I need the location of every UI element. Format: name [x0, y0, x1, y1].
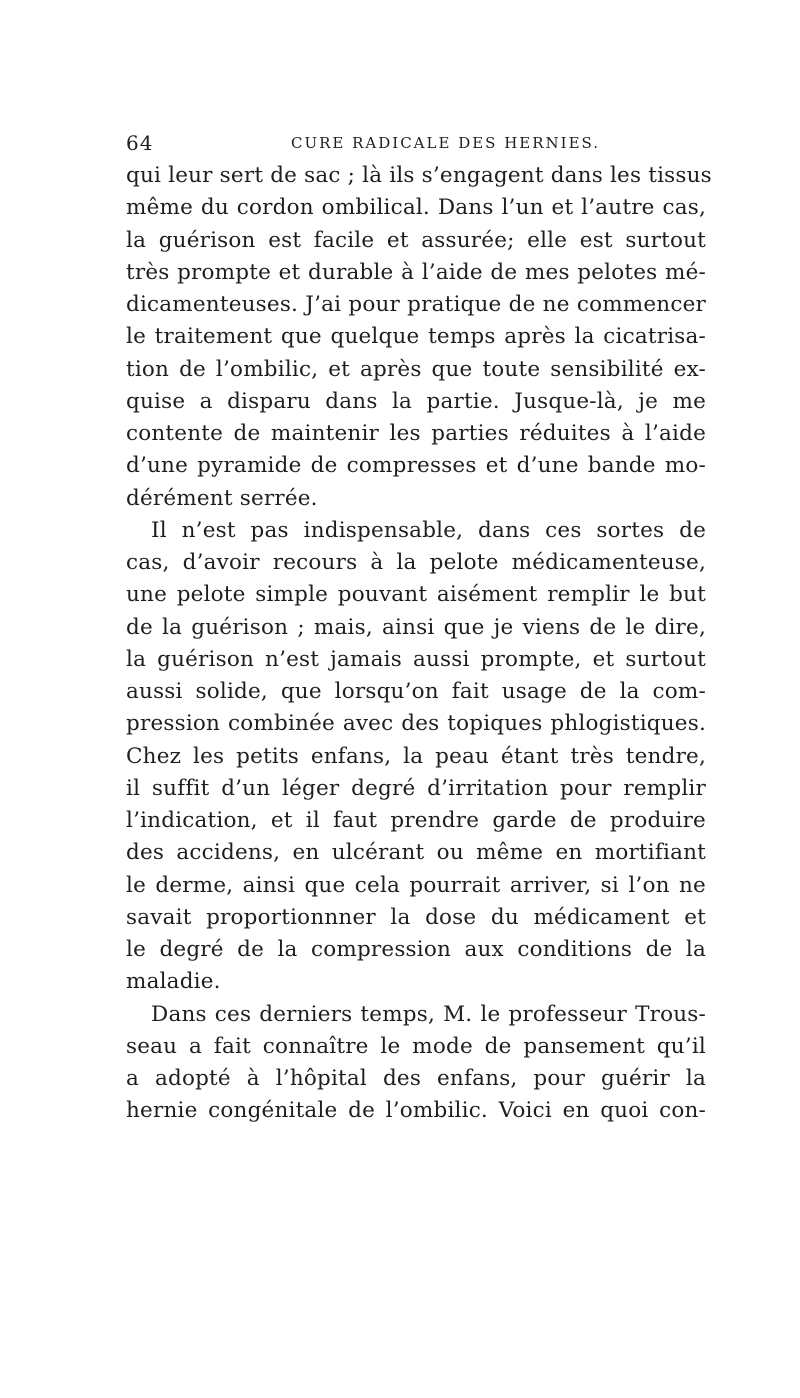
text-line: dicamenteuses. J’ai pour pratique de ne commencer — [126, 292, 706, 317]
text-line: qui leur sert de sac ; là ils s’engagent dans les tissus — [126, 163, 712, 188]
text-line: cas, d’avoir recours à la pelote médicamenteuse, — [126, 550, 706, 575]
running-title: CURE RADICALE DES HERNIES. — [291, 134, 601, 152]
page-number: 64 — [126, 131, 154, 155]
text-line: une pelote simple pouvant aisément remplir le but — [126, 582, 706, 608]
text-line: il suffit d’un léger degré d’irritation pour remplir — [126, 775, 706, 801]
paragraph-start-line: Il n’est pas indispensable, dans ces sortes de — [151, 517, 706, 543]
text-line: même du cordon ombilical. Dans l’un et l’autre cas, — [126, 195, 706, 221]
text-line: seau a fait connaître le mode de pansement qu’il — [126, 1033, 706, 1059]
text-line: hernie congénitale de l’ombilic. Voici en quoi con- — [126, 1098, 706, 1124]
text-line: a adopté à l’hôpital des enfans, pour guérir la — [126, 1066, 706, 1091]
text-line: savait proportionnner la dose du médicament et — [126, 904, 706, 930]
text-line: Chez les petits enfans, la peau étant très tendre, — [126, 743, 706, 769]
text-line: la guérison n’est jamais aussi prompte, et surtout — [126, 646, 706, 672]
text-line: le derme, ainsi que cela pourrait arriver, si l’on ne — [126, 872, 706, 898]
text-line: la guérison est facile et assurée; elle est surtout — [126, 227, 706, 253]
paragraph-start-line: Dans ces derniers temps, M. le professeur Trous- — [151, 1001, 706, 1027]
text-line: maladie. — [126, 969, 221, 995]
text-line: de la guérison ; mais, ainsi que je viens de le dire, — [126, 614, 706, 640]
page-header — [126, 131, 701, 155]
text-line: quise a disparu dans la partie. Jusque-là, je me — [126, 388, 706, 414]
text-line: des accidens, en ulcérant ou même en mortifiant — [126, 840, 706, 866]
text-line: le traitement que quelque temps après la cicatrisa- — [126, 324, 706, 350]
text-line: dérément serrée. — [126, 485, 318, 511]
text-line: tion de l’ombilic, et après que toute sensibilité ex- — [126, 356, 706, 382]
text-line: pression combinée avec des topiques phlogistiques. — [126, 711, 706, 737]
text-line: très prompte et durable à l’aide de mes pelotes mé- — [126, 259, 706, 285]
text-line: aussi solide, que lorsqu’on fait usage de la com- — [126, 679, 706, 704]
text-line: d’une pyramide de compresses et d’une bande mo- — [126, 453, 706, 479]
body-text — [126, 160, 712, 1128]
text-line: le degré de la compression aux conditions de la — [126, 937, 706, 962]
text-line: contente de maintenir les parties réduites à l’aide — [126, 421, 706, 446]
text-line: l’indication, et il faut prendre garde de produire — [126, 808, 706, 833]
